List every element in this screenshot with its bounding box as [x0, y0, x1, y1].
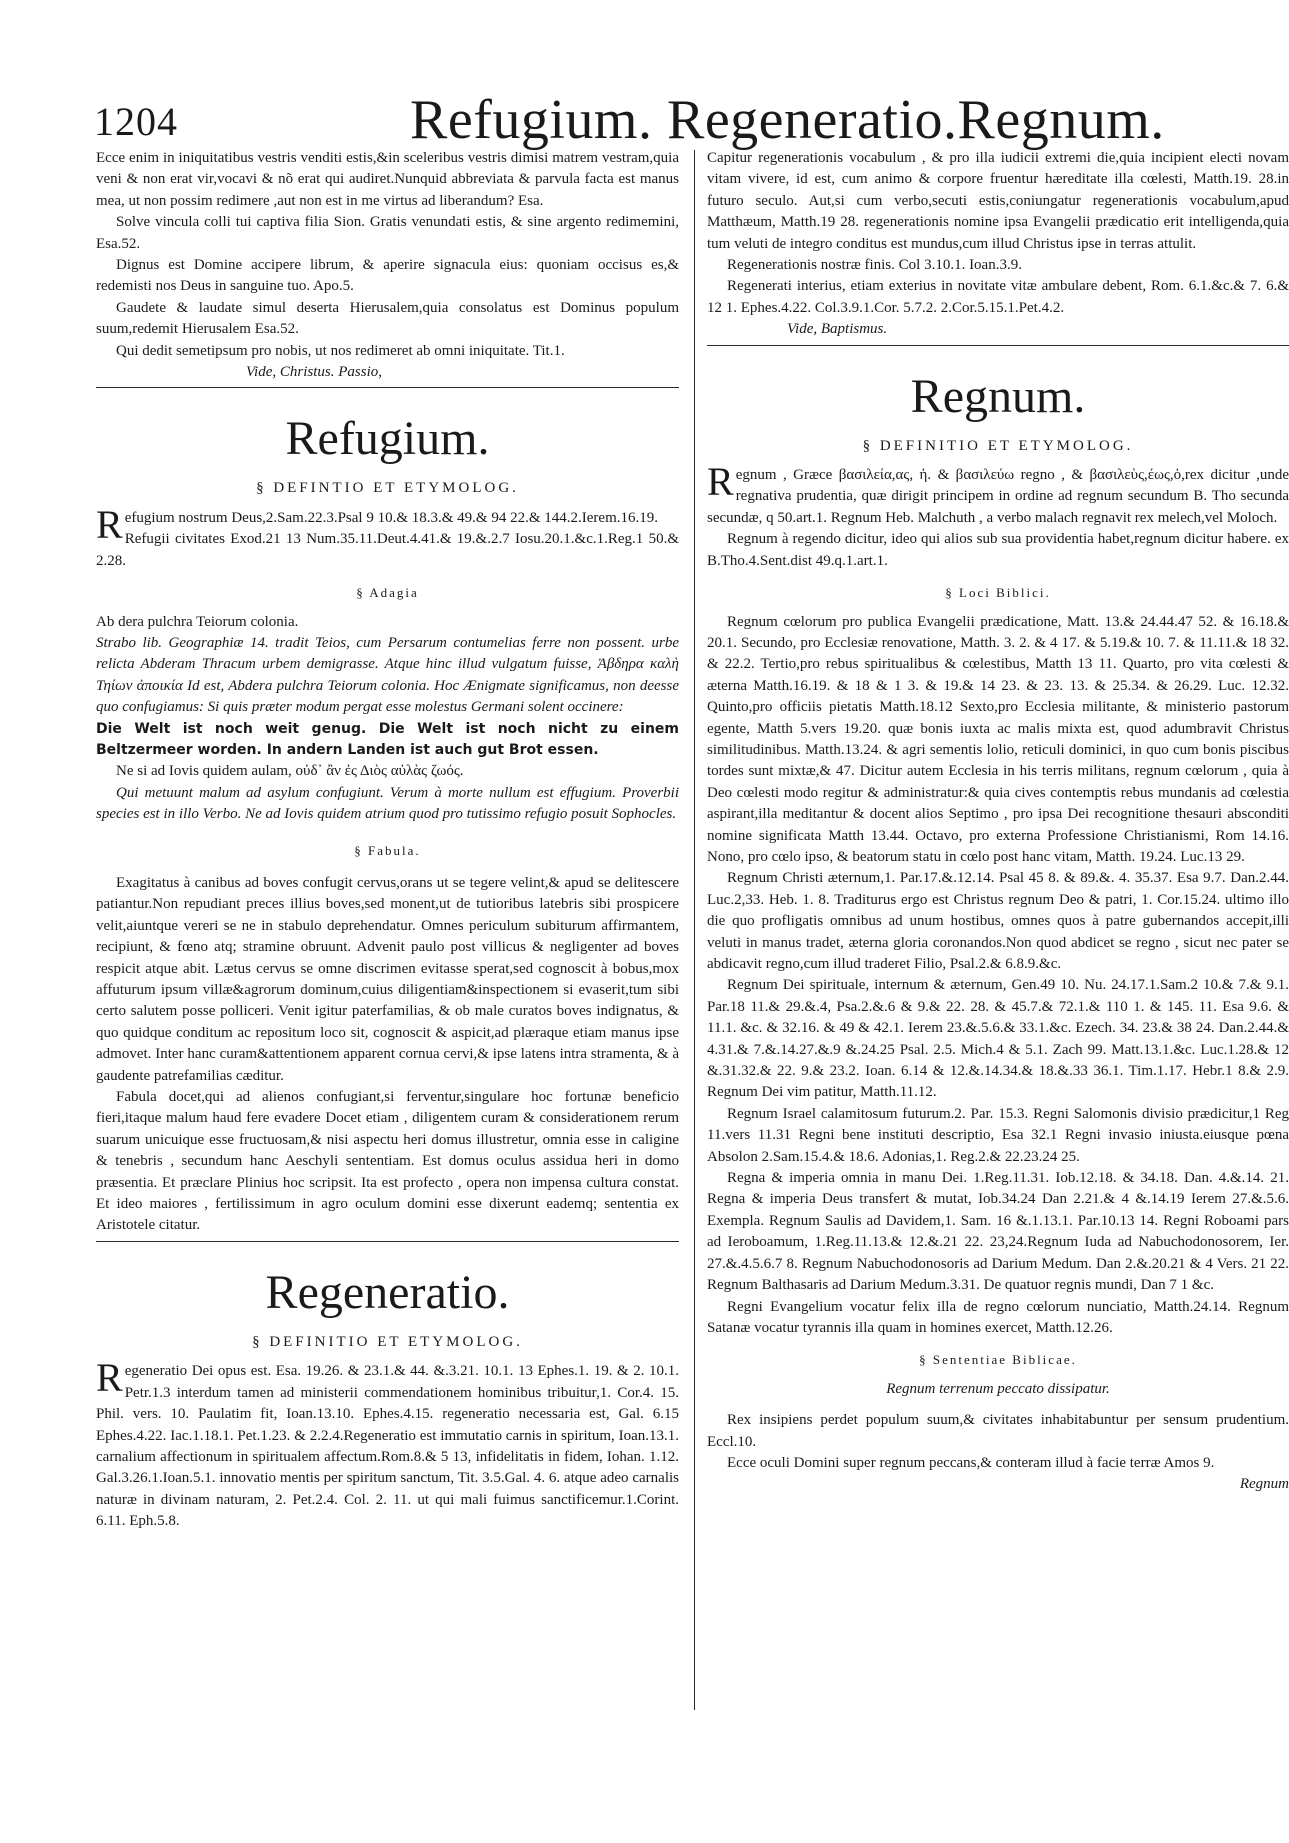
- subhead-definitio: § DEFINTIO ET ETYMOLOG.: [256, 480, 519, 497]
- paragraph: Regnum Israel calamitosum futurum.2. Par. 15.3. Regni Salomonis divisio prædicitur,1 Reg 11.vers 11.31 Regni bene instituti descriptio, Esa 32.1 Regni invasio iniusta.eiusque pœna Absolon 2.Sam.15.4.& 18.6. Adonias,1. Reg.2.& 22.23.24 25.: [707, 1105, 1289, 1165]
- paragraph: Fabula docet,qui ad alienos confugiant,si ferventur,singulare hoc fortunæ beneficio fieri,itaque malum haud fere evadere Docet etiam , diligentem curam & considerationem rerum suarum unicuique esse fructuosam,& nisi aspectu heri domus illustretur, omnia esse in caligine & tenebris , secundum hanc Aeschyli sententiam. Est domus oculus assidua heri in domo præsentia. Et præclare Plinius hoc scripsit. Ita est profecto , opera non impensa cultura constat. Et ideo maiores , fertilissimum in agro oculum domini esse dixerunt eademq; sententia ex Aristotele citatur.: [96, 1089, 679, 1234]
- cross-reference: Vide, Christus. Passio,: [246, 364, 382, 381]
- left-column: [96, 148, 679, 1533]
- paragraph: Regenerationis nostræ finis. Col 3.10.1. Ioan.3.9.: [727, 257, 1022, 274]
- page-number: 1204: [94, 99, 178, 144]
- subhead-definitio: § DEFINITIO ET ETYMOLOG.: [862, 437, 1134, 454]
- column-divider: [694, 150, 695, 1710]
- paragraph: Regenerati interius, etiam exterius in novitate vitæ ambulare debent, Rom. 6.1.&c.& 7. 6.& 12 1. Ephes.4.22. Col.3.9.1.Cor. 5.7.2. 2.Cor.5.15.1.Pet.4.2.: [707, 278, 1289, 316]
- german-proverb: Die Welt ist noch weit genug. Die Welt ist noch nicht zu einem Beltzermeer worden. In andern Landen ist auch gut Brot essen.: [96, 720, 679, 758]
- paragraph: Strabo lib. Geographiæ 14. tradit Teios, cum Persarum contumelias ferre non possent. urbe relicta Abderam Thracum urbem demigrasse. Atque hinc illud vulgatum fuisse, Ἀβδηρα καλὴ Τηίων ἀποικία Id est, Abdera pulchra Teiorum colonia. Hoc Ænigmate significamus, non deesse quo confugiamus: Si quis præter modum pergat esse molestus Germani solent occinere:: [96, 634, 679, 716]
- section-rule: [96, 1241, 679, 1242]
- paragraph: Refugium nostrum Deus,2.Sam.22.3.Psal 9 10.& 18.3.& 49.& 94 22.& 144.2.Ierem.16.19.: [96, 501, 658, 547]
- paragraph: Rex insipiens perdet populum suum,& civitates inhabitabuntur per sensum prudentium. Eccl.10.: [707, 1412, 1289, 1450]
- subhead-definitio: § DEFINITIO ET ETYMOLOG.: [252, 1333, 523, 1350]
- paragraph: Gaudete & laudate simul deserta Hierusalem,quia consolatus est Dominus populum suum,redemit Hierusalem Esa.52.: [96, 299, 679, 338]
- paragraph: Regnum Dei spirituale, internum & æternum, Gen.49 10. Nu. 24.17.1.Sam.2 10.& 7.& 9.1. Par.18 11.& 29.&.4, Psa.2.&.6 & 9.& 22. 28. & 45.7.& 72.1.& 110 1. & 145. 11. Esa 9.6. & 11.1. &c. & 32.16. & 49 & 42.1. Ierem 23.&.5.6.& 33.1.&c. Ezech. 34. 23.& 38 24. Dan.2.44.& 4.31.& 7.&.14.27.&.9 &.24.25 Psal. 2.5. Mich.4 & 5.1. Zach 99. Matt.13.1.&c. Luc.1.28.& 12 &.31.32.& 22. 9.& 23.2. Ioan. 6.14 & 12.&.14.34.& 18.&.33 36.1. Tim.1.17. Hebr.1 8.& 2.9. Regnum Dei vim patitur, Matth.11.12.: [707, 977, 1289, 1101]
- paragraph: Qui metuunt malum ad asylum confugiunt. Verum à morte nullum est effugium. Proverbii species est in illo Verbo. Ne ad Iovis quidem atrium quod pro tutissimo refugio posuit Sophocles.: [96, 784, 679, 823]
- entry-title-refugium: Refugium.: [285, 412, 490, 466]
- sententia-title: Regnum terrenum peccato dissipatur.: [886, 1380, 1110, 1397]
- subhead-sententiae: § Sententiae Biblicae.: [919, 1352, 1077, 1368]
- paragraph: Solve vincula colli tui captiva filia Sion. Gratis venundati estis, & sine argento redimemini, Esa.52.: [96, 214, 679, 252]
- paragraph: Dignus est Domine accipere librum, & aperire signacula eius: quoniam occisus es,& redemisti nos Deus in sanguine tuo. Apo.5.: [96, 257, 679, 295]
- section-rule: [96, 387, 679, 388]
- paragraph: Refugii civitates Exod.21 13 Num.35.11.Deut.4.41.& 19.&.2.7 Iosu.20.1.&c.1.Reg.1 50.& 2.28.: [96, 531, 679, 569]
- subhead-loci: § Loci Biblici.: [945, 585, 1051, 601]
- paragraph: Capitur regenerationis vocabulum , & pro illa iudicii extremi die,quia incipient electi novam vitam vivere, id est, cum animo & corpore fruentur hæreditate illa cœlesti, Matth.19. 28.in futuro seculo. Aut,si cum verbo,secuti estis,coniungatur regenerationis vocabulum,apud Matthæum, Matth.19 28. regenerationis nomine ipsa Evangelii prædicatio erit intelligenda,quia tum veluti de integro conditus est mundus,cum illud Christus ipse in terras attulit.: [707, 150, 1289, 252]
- catchword: Regnum: [1239, 1476, 1289, 1493]
- subhead-fabula: § Fabula.: [354, 842, 421, 858]
- paragraph: Exagitatus à canibus ad boves confugit cervus,orans ut se tegere velint,& apud se delitescere patiantur.Non repudiant preces illius boves,sed monent,ut de tutioribus latebris sibi prospicere velit,aiuntque vereri se ne in stabulo deprehendatur. Omnes periculum subiturum affirmantem, recipiunt, & fœno atq; stramine obruunt. Advenit paulo post villicus & negligenter ad boves respicit atque abit. Lætus cervus se omne discrimen evitasse sperat,sed cognoscit à bobus,mox affuturum ipsum villæ&agrorum dominum,cuius diligentiam&inspectionem si evaserit,tum sibi certo salutem posse polliceri. Venit igitur paterfamilias, & ob male curatos boves indignatus, & quo quidque conditum ac repositum loco sit, cognoscit & aspicit,ad plæraque etiam manus ipse admovet. Inter hanc curam&attentionem apparent cornua cervi,& ipse latens intra stramenta, & à gaudente patrefamilias cæditur.: [96, 874, 679, 1084]
- entry-title-regnum: Regnum.: [910, 369, 1086, 423]
- cross-reference: Vide, Baptismus.: [787, 321, 888, 338]
- paragraph: Ne si ad Iovis quidem aulam, οὐδ᾽ ἂν ἐς Διὸς αὐλὰς ζωός.: [116, 763, 464, 780]
- paragraph: Regnum cœlorum pro publica Evangelii prædicatione, Matt. 13.& 24.44.47 52. & 16.18.& 20.1. Secundo, pro Ecclesiæ renovatione, Matth. 3. 2. & 4 17. & 5.19.& 10. 7. & 11.11.& 18 32. & 22.2. Tertio,pro rebus spiritualibus & cœlestibus, Matth 13 11. Quarto, pro vita cœlesti & æterna Matth.16.19. & 18 & 1 3. & 19.& 14 23. & 23. 13. & 25.34. & 26.29. Luc. 12.32. Quinto,pro officiis pietatis Matth.18.12 Sexto,pro Ecclesia militante, & ministerio pastorum egente, Matth 5.vers 19.20. quæ bonis iuxta ac malis mixta est, quod adumbravit Christus similitudinibus. Matth.13.24. & agri sementis lolio, reticuli dominici, in quo cum bonis piscibus tordes sunt mixtæ,& 47. Dicitur autem Ecclesia in his terris militans, regnum cœlorum , quia à Deo cœlesti modo regitur & administratur:& quia cives contemptis rebus mundanis ad cœlestia aspirant,illa meditantur & docent alios Septimo , pro ipsa Dei recognitione thesauri absconditi nomine significata Matth 13.44. Octavo, pro externa Professione Christianismi, Rom 14.16. Nono, pro cœlo ipso, & beatorum statu in cœlo post hanc vitam, Matth. 19.24. Luc.13 29.: [707, 613, 1289, 865]
- paragraph: Regna & imperia omnia in manu Dei. 1.Reg.11.31. Iob.12.18. & 34.18. Dan. 4.&.14. 21. Regna & imperia Deus transfert & mutat, Iob.34.24 Dan 2.21.& 4 &.14.19 Ierem 27.&.5.6. Exempla. Regnum Saulis ad Davidem,1. Sam. 16 &.1.13.1. Par.10.13 14. Regni Roboami pars ad Ieroboamum, 1.Reg.11.13.& 12.&.21 22. 23,24.Regnum Iuda ad Nabuchodonosorem, Ier. 27.&.4.5.6.7 8. Regnum Nabuchodonosoris ad Darium Medum. Dan 2.&.20.21 & 4 Vers. 21 22. Regnum Balthasaris ad Darium Medum.3.31. De quatuor regnis mundi, Dan 7 1 &c.: [707, 1170, 1289, 1294]
- running-head: Refugium. Regeneratio.Regnum.: [410, 89, 1165, 151]
- section-rule: [707, 345, 1289, 346]
- paragraph: Regnum à regendo dicitur, ideo qui alios sub sua providentia habet,regnum dicitur habere. ex B.Tho.4.Sent.dist 49.q.1.art.1.: [707, 531, 1289, 569]
- paragraph: Ecce oculi Domini super regnum peccans,& conteram illud à facie terræ Amos 9.: [727, 1454, 1215, 1471]
- paragraph: Regeneratio Dei opus est. Esa. 19.26. & 23.1.& 44. &.3.21. 10.1. 13 Ephes.1. 19. & 2. 10.1. Petr.1.3 interdum tamen ad ministerii commendationem hominibus tribuitur,1. Cor.4. 15. Phil. vers. 10. Paulatim fit, Ioan.13.10. Ephes.4.15. regeneratio necessaria est, Gal. 6.15 Ephes.4.22. Iac.1.18.1. Pet.1.23. & 2.2.4.Regeneratio est immutatio carnis in spiritum, Ioan.13.1. carnalium affectionum in spiritualem affectum.Rom.8.& 5 13, infidelitatis in fidem, Iohan. 1.12. Gal.3.26.1.Ioan.5.1. innovatio mentis per spiritum sanctum, Tit. 3.5.Gal. 4. 6. atque adeo carnalis naturæ in divinam naturam, 2. Pet.2.4. Col. 2. 11. ut qui mali fuimus sanctificemur.1.Corint. 6.11. Eph.5.8.: [96, 1355, 679, 1530]
- subhead-adagia: § Adagia: [356, 585, 419, 601]
- adage-title: Ab dera pulchra Teiorum colonia.: [96, 613, 299, 630]
- paragraph: Regnum Christi æternum,1. Par.17.&.12.14. Psal 45 8. & 89.&. 4. 35.37. Esa 9.7. Dan.2.44. Luc.2,33. Heb. 1. 8. Traditurus ergo est Christus regnum Deo & patri, 1. Cor.15.24. ultimo illo die quo profligatis omnibus ad unum hostibus, omnes quos à patre gubernandos accepit,illi veluti in manus tradet, æterna gloria coronandos.Non quod abdicet se regno , sicut nec pater se abdicavit regno,cum illud traderet Filio, Psal.2.& 6.8.9.&c.: [707, 870, 1289, 972]
- entry-title-regeneratio: Regeneratio.: [265, 1265, 510, 1319]
- paragraph: Ecce enim in iniquitatibus vestris venditi estis,&in sceleribus vestris dimisi matrem vestram,quia veni & non erat vir,vocavi & nõ erat qui audiret.Nunquid abbreviata & parvula facta est manus mea, ut non possim redimere ,aut non est in me virtus ad liberandum? Esa.: [96, 150, 679, 209]
- paragraph: Qui dedit semetipsum pro nobis, ut nos redimeret ab omni iniquitate. Tit.1.: [116, 342, 565, 359]
- paragraph: Regnum , Græce βασιλεία,ας, ἡ. & βασιλεύω regno , & βασιλεὺς,έως,ὁ,rex dicitur ,unde regnativa prudentia, quæ dirigit principem in ordine ad regnum secundum B. Tho secunda secundæ, q 50.art.1. Regnum Heb. Malchuth , a verbo malach regnavit rex melech,vel Moloch.: [707, 459, 1289, 526]
- paragraph: Regni Evangelium vocatur felix illa de regno cœlorum nunciatio, Matth.24.14. Regnum Satanæ vocatur tyrannis illa quam in homines exercet, Matth.12.26.: [707, 1298, 1289, 1336]
- right-column: [707, 148, 1289, 1496]
